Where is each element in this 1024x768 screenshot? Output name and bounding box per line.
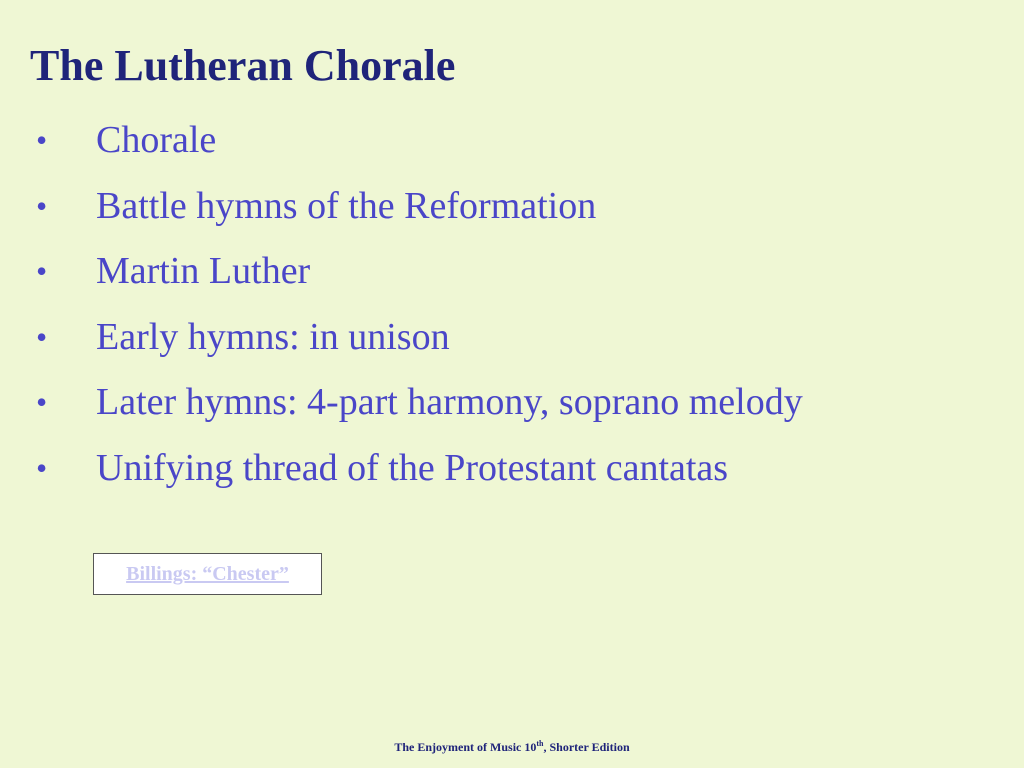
bullet-text: Unifying thread of the Protestant cantatas xyxy=(96,446,729,489)
footer-text: The Enjoyment of Music 10 xyxy=(394,740,537,754)
bullet-text: Battle hymns of the Reformation xyxy=(96,184,597,227)
bullet-dot: • xyxy=(36,253,48,290)
footer-edition: , Shorter Edition xyxy=(543,740,630,754)
bullet-dot: • xyxy=(36,318,48,355)
bullet-dot: • xyxy=(36,384,48,421)
bullet-text: Later hymns: 4-part harmony, soprano melody xyxy=(96,381,803,424)
bullet-text: Martin Luther xyxy=(96,250,311,293)
bullet-dot: • xyxy=(36,449,48,486)
footer-superscript: th xyxy=(536,739,544,748)
bullet-dot: • xyxy=(36,187,48,224)
bullet-dot: • xyxy=(36,122,48,158)
bullet-text: Early hymns: in unison xyxy=(96,315,450,358)
footer-citation xyxy=(0,739,1024,755)
bullet-text: Chorale xyxy=(96,119,217,161)
audio-link[interactable]: Billings: “Chester” xyxy=(126,562,289,585)
audio-link-box[interactable] xyxy=(93,553,322,595)
slide-title: The Lutheran Chorale xyxy=(30,41,456,90)
